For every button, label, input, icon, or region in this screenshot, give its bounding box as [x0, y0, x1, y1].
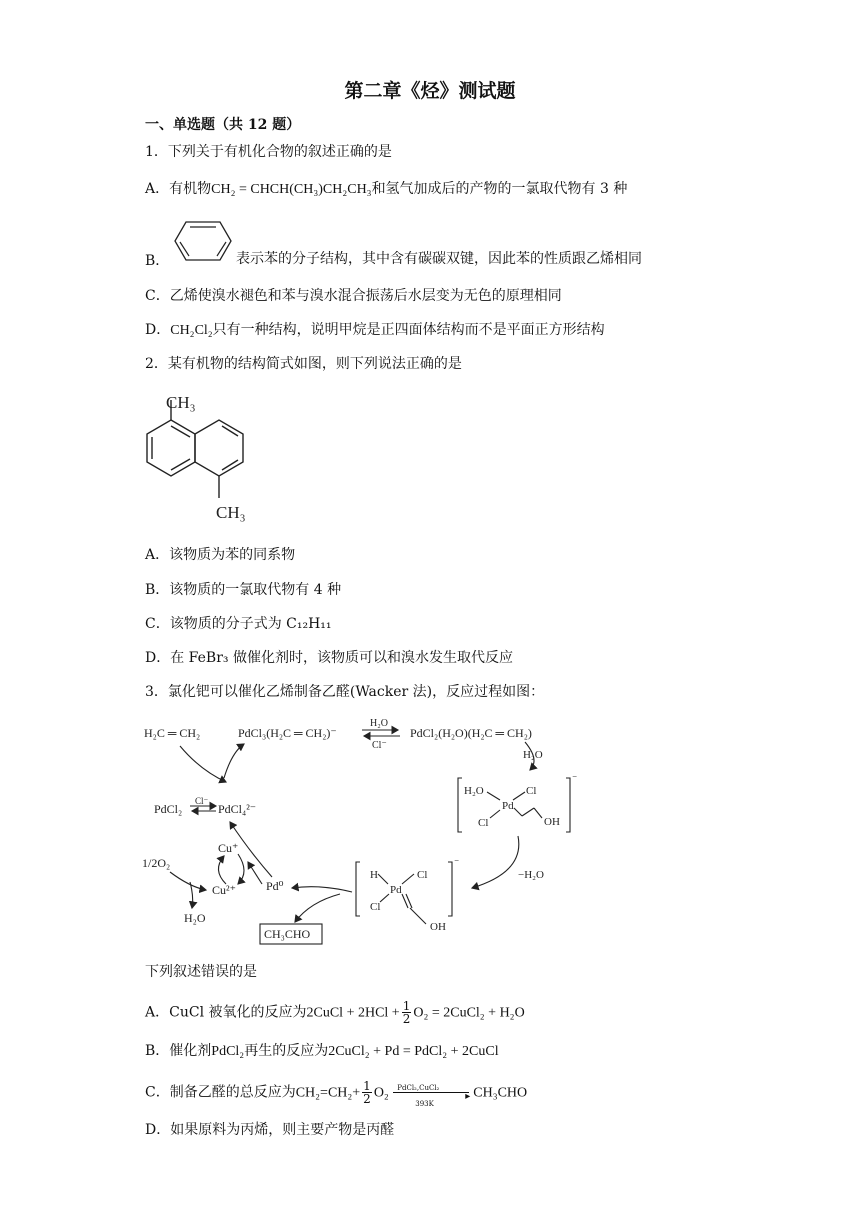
q3-option-c — [145, 1079, 528, 1108]
q1-a-prefix: A．有机物 — [145, 181, 212, 197]
eq-top-label: H₂O — [370, 718, 388, 729]
box2-h-label: H — [370, 869, 378, 881]
q3-c-eq-left: CH₂=CH₂+ — [295, 1085, 361, 1101]
page-title: 第二章《烃》测试题 — [344, 80, 516, 102]
methyl-bottom-label: CH₃ — [216, 503, 246, 522]
pdcl2-label: PdCl₂ — [154, 802, 183, 816]
pdcl4-label: PdCl₄²⁻ — [218, 802, 257, 816]
svg-text:⁻: ⁻ — [572, 774, 578, 785]
cu-plus-label: Cu⁺ — [218, 841, 239, 855]
q1-d-suffix: 只有一种结构，说明甲烷是正四面体结构而不是平面正方形结构 — [212, 322, 605, 338]
q3-a-frac-num: 1 — [402, 999, 411, 1013]
q3-b-eq: 2CuCl₂ + Pd = PdCl₂ + 2CuCl — [328, 1044, 499, 1059]
q3-c-frac-num: 1 — [363, 1079, 371, 1093]
q3-c-arrow-top: PdCl₂,CuCl₂ — [397, 1083, 440, 1092]
q1-option-d — [145, 320, 605, 341]
q1-a-formula: CH₂ = CHCH(CH₃)CH₂CH₃ — [211, 182, 372, 197]
section-heading: 一、单选题（共 12 题） — [145, 117, 301, 133]
q3-option-b — [145, 1041, 499, 1062]
box1-cl1-label: Cl — [526, 785, 537, 797]
q3-c-eq-right: CH₃CHO — [473, 1085, 528, 1101]
ethylene-label: H₂C ═ CH₂ — [144, 726, 201, 740]
h2o-bottom-label: H₂O — [184, 911, 206, 925]
q3-c-fraction — [362, 1080, 372, 1105]
cu2-label: Cu²⁺ — [212, 883, 236, 897]
q3-option-a — [145, 1000, 525, 1025]
product-label: CH₃CHO — [264, 927, 311, 941]
q3-prompt: 下列叙述错误的是 — [145, 964, 257, 980]
box1-pd-label: Pd — [502, 800, 514, 812]
q2-stem: 2．某有机物的结构简式如图，则下列说法正确的是 — [145, 356, 462, 372]
q1-option-b: 表示苯的分子结构，其中含有碳碳双键，因此苯的性质跟乙烯相同 — [236, 251, 642, 267]
q1-d-formula: CH₂Cl₂ — [170, 323, 213, 338]
q1-b-prefix: B． — [145, 253, 170, 269]
q3-a-text: CuCl 被氧化的反应为 — [169, 1004, 307, 1021]
q3-b-mid: 再生的反应为 — [244, 1043, 329, 1059]
q3-c-reaction-arrow: PdCl₂,CuCl₂ ▸ 393K — [393, 1083, 473, 1103]
q3-a-prefix: A． — [145, 1004, 170, 1021]
box2-pd-label: Pd — [390, 884, 402, 896]
q3-stem: 3．氯化钯可以催化乙烯制备乙醛(Wacker 法)，反应过程如图： — [145, 684, 545, 700]
q3-c-text: C．制备乙醛的总反应为 — [145, 1084, 296, 1101]
cl-minus-label: Cl⁻ — [195, 796, 209, 806]
q1-a-suffix: 和氢气加成后的产物的一氯取代物有 3 种 — [371, 181, 628, 197]
q2-option-b: B．该物质的一氯取代物有 4 种 — [145, 582, 342, 598]
q3-a-frac-den: 2 — [402, 1012, 411, 1026]
h2o-right-label: H₂O — [523, 749, 543, 761]
eq-bottom-label: Cl⁻ — [372, 740, 387, 751]
q3-a-eq-right: O₂ = 2CuCl₂ + H₂O — [413, 1005, 525, 1021]
q3-a-eq-left: 2CuCl + 2HCl + — [306, 1005, 400, 1021]
methyl-top-label: CH₃ — [166, 393, 196, 412]
q2-option-a: A．该物质为苯的同系物 — [145, 547, 296, 563]
q3-b-text: B．催化剂 — [145, 1043, 212, 1059]
o2-label: 1/2O₂ — [142, 856, 171, 870]
complex1-label: PdCl₃(H₂C ═ CH₂)⁻ — [238, 726, 337, 740]
box1-cl2-label: Cl — [478, 817, 489, 829]
box2-cl1-label: Cl — [417, 869, 428, 881]
svg-text:⁻: ⁻ — [454, 858, 460, 869]
box1-h2o-label: H₂O — [464, 785, 484, 797]
q3-c-frac-den: 2 — [363, 1092, 371, 1106]
box1-oh-label: OH — [544, 816, 560, 828]
q1-option-c: C．乙烯使溴水褪色和苯与溴水混合振荡后水层变为无色的原理相同 — [145, 288, 562, 304]
minus-h2o-label: −H₂O — [518, 869, 544, 881]
q3-a-fraction — [402, 1000, 412, 1025]
q2-option-d: D．在 FeBr₃ 做催化剂时，该物质可以和溴水发生取代反应 — [145, 650, 513, 666]
wacker-cycle-diagram — [140, 712, 600, 947]
q1-d-prefix: D． — [145, 322, 171, 338]
pd0-label: Pd⁰ — [266, 879, 284, 893]
dimethylnaphthalene-structure — [140, 388, 270, 528]
q1-stem: 1．下列关于有机化合物的叙述正确的是 — [145, 144, 392, 160]
complex2-label: PdCl₂(H₂O)(H₂C ═ CH₂) — [410, 726, 532, 740]
q2-option-c: C．该物质的分子式为 C₁₂H₁₁ — [145, 616, 332, 632]
box2-cl2-label: Cl — [370, 901, 381, 913]
q1-option-a — [145, 179, 627, 200]
q3-c-eq-o2: O₂ — [373, 1085, 389, 1101]
benzene-kekule-image — [172, 218, 234, 264]
box2-oh-label: OH — [430, 921, 446, 933]
q3-c-arrow-bottom: 393K — [415, 1099, 434, 1108]
q3-b-formula: PdCl₂ — [211, 1044, 245, 1059]
q3-option-d: D．如果原料为丙烯，则主要产物是丙醛 — [145, 1122, 395, 1138]
